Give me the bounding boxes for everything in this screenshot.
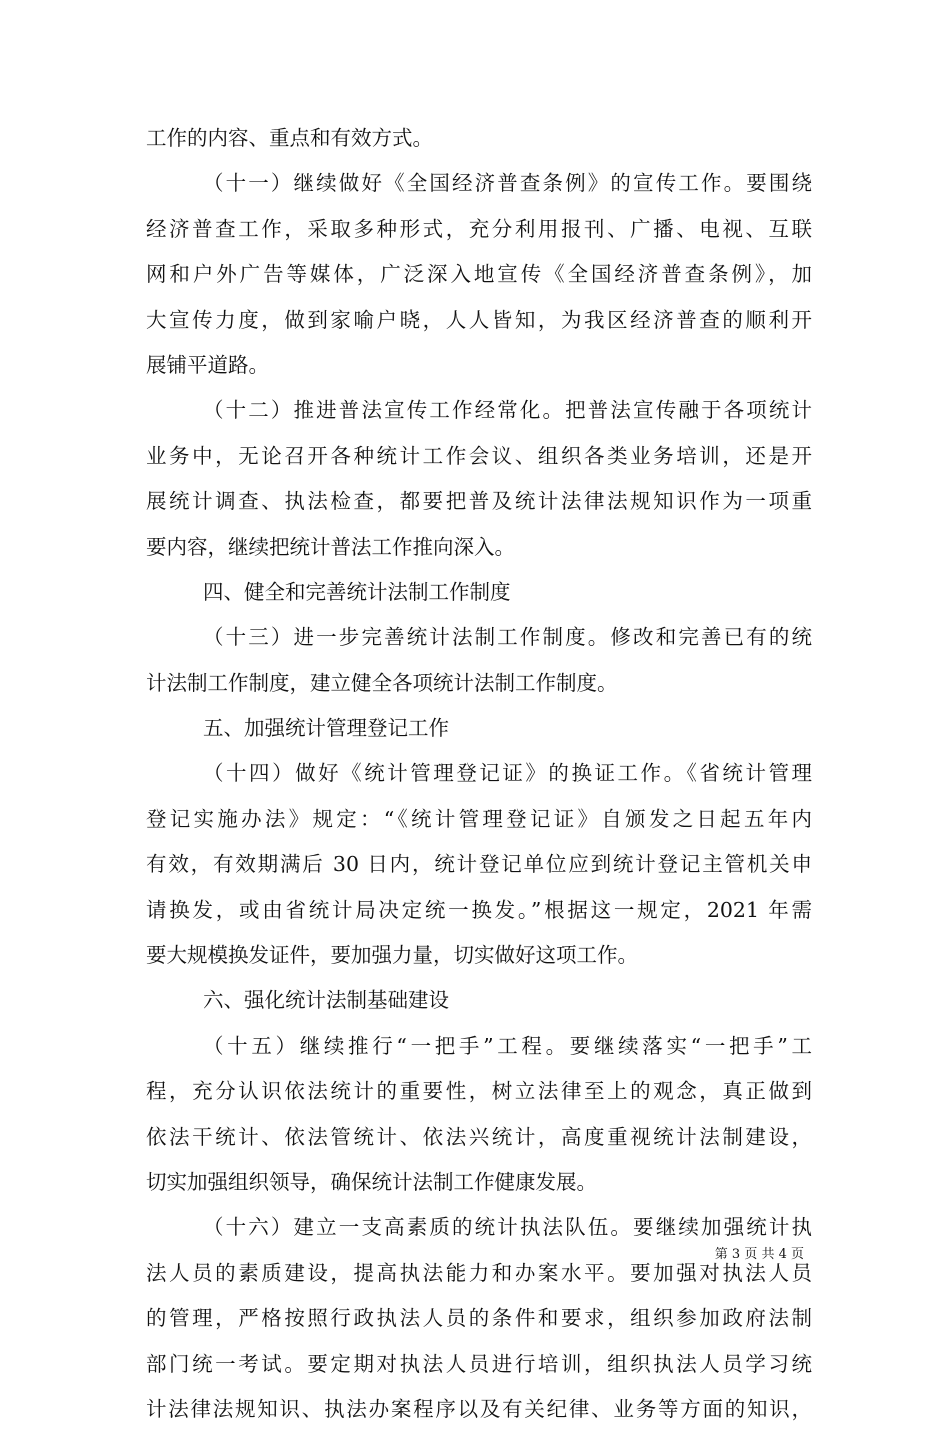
text-line: 大宣传力度，做到家喻户晓，人人皆知，为我区经济普查的顺利开 [146,307,812,332]
text-line: 程，充分认识依法统计的重要性，树立法律至上的观念，真正做到 [146,1079,812,1104]
text-line: 切实加强组织领导，确保统计法制工作健康发展。 [146,1169,597,1194]
text-line: （十一）继续做好《全国经济普查条例》的宣传工作。要围绕 [203,171,812,196]
text-line: 计法制工作制度，建立健全各项统计法制工作制度。 [146,670,618,695]
paragraph [146,161,812,388]
text-line: 展统计调查、执法检查，都要把普及统计法律法规知识作为一项重 [146,489,812,514]
text-line: （十三）进一步完善统计法制工作制度。修改和完善已有的统 [203,625,812,650]
text-line: 要大规模换发证件，要加强力量，切实做好这项工作。 [146,943,638,968]
text-line: 六、强化统计法制基础建设 [203,988,449,1013]
text-line: 要内容，继续把统计普法工作推向深入。 [146,534,515,559]
page-number: 第 3 页 共 4 页 [714,1247,804,1262]
text-line: 五、加强统计管理登记工作 [203,716,449,741]
paragraph [146,116,812,161]
paragraph [146,751,812,978]
text-line: 经济普查工作，采取多种形式，充分利用报刊、广播、电视、互联 [146,216,812,241]
text-line: （十二）推进普法宣传工作经常化。把普法宣传融于各项统计 [203,398,812,423]
paragraph [146,706,812,751]
text-line: 的管理，严格按照行政执法人员的条件和要求，组织参加政府法制 [146,1306,812,1331]
text-line: 计法律法规知识、执法办案程序以及有关纪律、业务等方面的知识， [146,1396,812,1421]
text-line: 依法干统计、依法管统计、依法兴统计，高度重视统计法制建设， [146,1124,812,1149]
text-line: 业务中，无论召开各种统计工作会议、组织各类业务培训，还是开 [146,443,812,468]
document-body [146,116,812,1432]
text-line: 四、健全和完善统计法制工作制度 [203,579,511,604]
paragraph [146,570,812,615]
text-line: 登记实施办法》规定：“《统计管理登记证》自颁发之日起五年内 [146,806,812,831]
text-line: 展铺平道路。 [146,352,269,377]
text-line: （十五）继续推行“一把手”工程。要继续落实“一把手”工 [203,1033,812,1058]
text-line: 工作的内容、重点和有效方式。 [146,126,433,150]
text-line: （十四）做好《统计管理登记证》的换证工作。《省统计管理 [203,761,812,786]
text-line: 请换发，或由省统计局决定统一换发。”根据这一规定，2021 年需 [146,897,812,922]
paragraph [146,1205,812,1432]
text-line: 法人员的素质建设，提高执法能力和办案水平。要加强对执法人员 [146,1260,812,1285]
text-line: 部门统一考试。要定期对执法人员进行培训，组织执法人员学习统 [146,1351,812,1376]
paragraph [146,978,812,1023]
text-line: 有效，有效期满后 30 日内，统计登记单位应到统计登记主管机关申 [146,852,812,877]
text-line: （十六）建立一支高素质的统计执法队伍。要继续加强统计执 [203,1215,812,1240]
text-line: 网和户外广告等媒体，广泛深入地宣传《全国经济普查条例》，加 [146,262,812,287]
paragraph [146,388,812,570]
paragraph [146,615,812,706]
paragraph [146,1024,812,1206]
